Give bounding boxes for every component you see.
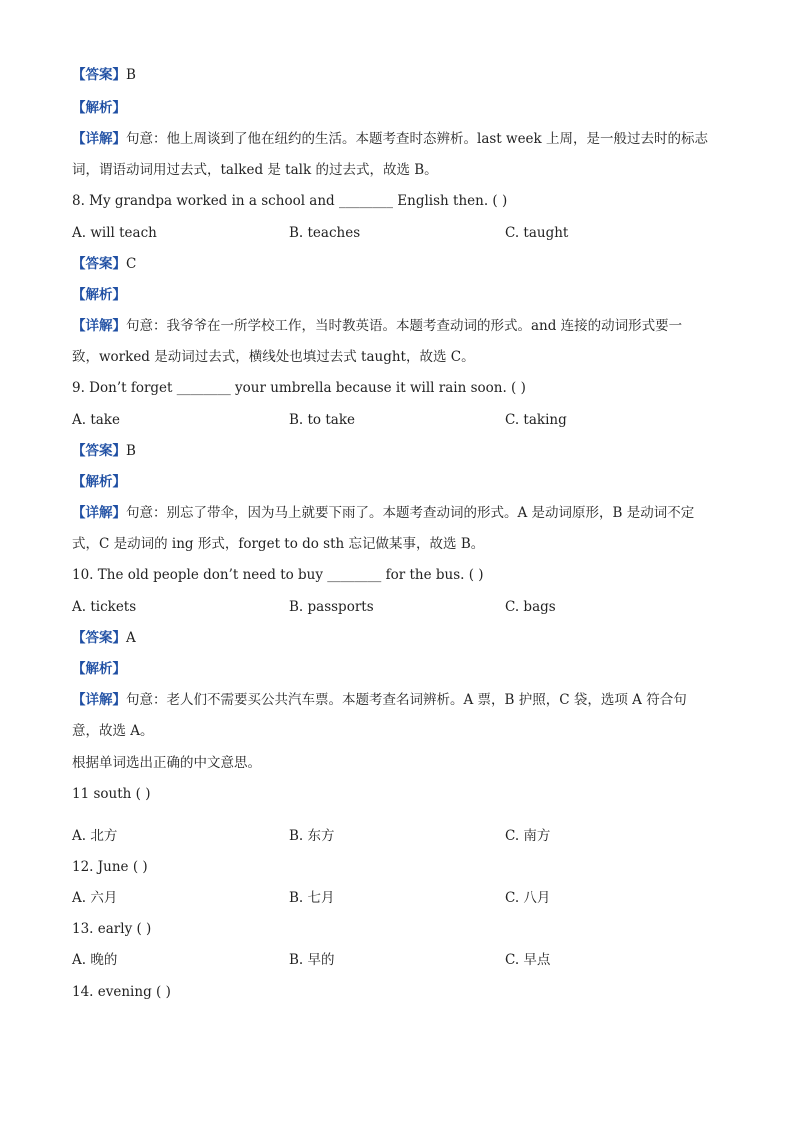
question-12: 12. June ( ) [72, 859, 148, 875]
detail-line-q7-2: 词，谓语动词用过去式，talked 是 talk 的过去式，故选 B。 [72, 162, 438, 178]
detail-text: 句意：别忘了带伞，因为马上就要下雨了。本题考查动词的形式。A 是动词原形，B 是动词不定 [126, 505, 695, 521]
q8-option-b: B. teaches [289, 225, 361, 241]
analysis-line-q9 [72, 473, 126, 491]
q12-option-b: B. 七月 [289, 890, 335, 906]
detail-line-q8-2: 致，worked 是动词过去式，横线处也填过去式 taught，故选 C。 [72, 349, 475, 365]
analysis-line-q7 [72, 99, 126, 117]
analysis-label: 【解析】 [72, 661, 126, 677]
detail-label: 【详解】 [72, 692, 126, 708]
question-11: 11 south ( ) [72, 786, 151, 802]
q9-option-b: B. to take [289, 412, 355, 428]
answer-value: B [126, 67, 136, 83]
q11-option-c: C. 南方 [505, 828, 551, 844]
q8-option-c: C. taught [505, 225, 569, 241]
detail-text: 句意：老人们不需要买公共汽车票。本题考查名词辨析。A 票，B 护照，C 袋，选项 A 符合句 [126, 692, 687, 708]
section-instruction: 根据单词选出正确的中文意思。 [72, 755, 261, 771]
question-13: 13. early ( ) [72, 921, 152, 937]
question-14: 14. evening ( ) [72, 984, 171, 1000]
detail-line-q10-2: 意，故选 A。 [72, 723, 154, 739]
detail-line-q9-1 [72, 504, 694, 522]
answer-value: C [126, 256, 137, 272]
answer-label: 【答案】 [72, 443, 126, 459]
q10-option-b: B. passports [289, 599, 374, 615]
answer-line-q10 [72, 629, 136, 647]
question-8: 8. My grandpa worked in a school and ________ English then. ( ) [72, 193, 508, 209]
question-9: 9. Don’t forget ________ your umbrella because it will rain soon. ( ) [72, 380, 526, 396]
answer-line-q8 [72, 255, 136, 273]
answer-label: 【答案】 [72, 630, 126, 646]
q10-option-a: A. tickets [72, 599, 137, 615]
detail-text: 句意：我爷爷在一所学校工作，当时教英语。本题考查动词的形式。and 连接的动词形式要一 [126, 318, 683, 334]
answer-value: B [126, 443, 136, 459]
q12-option-a: A. 六月 [72, 890, 118, 906]
question-10: 10. The old people don’t need to buy ________ for the bus. ( ) [72, 567, 484, 583]
detail-label: 【详解】 [72, 505, 126, 521]
q10-option-c: C. bags [505, 599, 556, 615]
analysis-label: 【解析】 [72, 100, 126, 116]
detail-text: 句意：他上周谈到了他在纽约的生活。本题考查时态辨析。last week 上周，是一般过去时的标志 [126, 131, 709, 147]
detail-label: 【详解】 [72, 131, 126, 147]
q13-option-c: C. 早点 [505, 952, 551, 968]
analysis-line-q8 [72, 286, 126, 304]
answer-label: 【答案】 [72, 67, 126, 83]
q11-option-a: A. 北方 [72, 828, 118, 844]
detail-label: 【详解】 [72, 318, 126, 334]
q13-option-b: B. 早的 [289, 952, 335, 968]
q9-option-a: A. take [72, 412, 120, 428]
answer-line-q9 [72, 442, 136, 460]
answer-value: A [126, 630, 136, 646]
q12-option-c: C. 八月 [505, 890, 551, 906]
q9-option-c: C. taking [505, 412, 567, 428]
answer-label: 【答案】 [72, 256, 126, 272]
answer-line-q7 [72, 66, 136, 84]
analysis-label: 【解析】 [72, 287, 126, 303]
q8-option-a: A. will teach [72, 225, 157, 241]
q11-option-b: B. 东方 [289, 828, 335, 844]
q13-option-a: A. 晚的 [72, 952, 118, 968]
detail-line-q9-2: 式，C 是动词的 ing 形式，forget to do sth 忘记做某事，故选 B。 [72, 536, 485, 552]
detail-line-q10-1 [72, 691, 687, 709]
analysis-label: 【解析】 [72, 474, 126, 490]
detail-line-q7-1 [72, 130, 708, 148]
detail-line-q8-1 [72, 317, 682, 335]
analysis-line-q10 [72, 660, 126, 678]
